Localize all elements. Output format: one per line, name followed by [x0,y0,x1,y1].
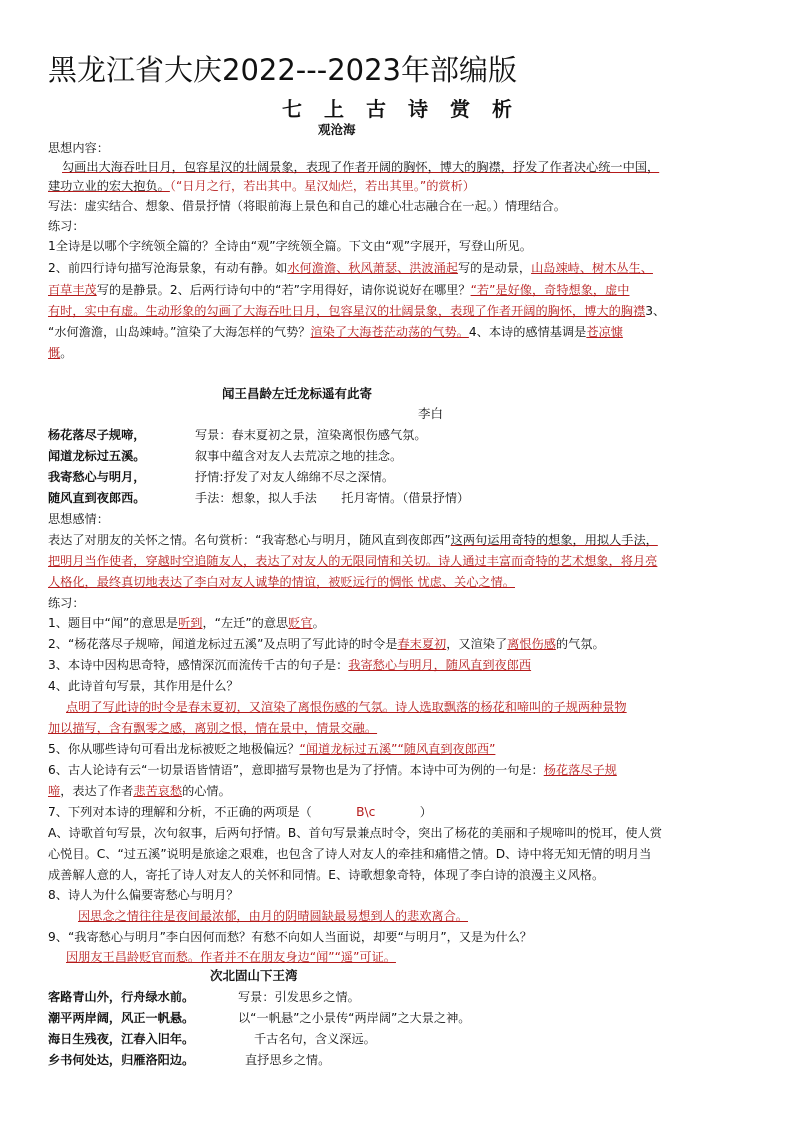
poem1-theme-line2 [48,176,760,196]
q2-l1a: 2、前四行诗句描写沧海景象，有动有静。如 [48,261,288,275]
p2q6b: 杨花落尽子规 [543,763,617,777]
q2-l3b: 3、 [645,304,666,318]
p2q4e: 加以描写，含有飘零之感，离别之恨，情在景中，情景交融。 [48,721,378,735]
poem2-practice-label: 练习： [48,596,85,610]
q3-l4c: 4、本诗的感情基调是 [468,325,587,339]
poem1-theme-text2a: 建功立业的宏大抱负。 [48,179,170,193]
poem3-note-4: 直抒思乡之情。 [245,1053,331,1067]
poem2-q1 [48,613,760,633]
theme-l2: 把明月当作使者，穿越时空追随友人，表达了对友人的无限同情和关切。诗人通过丰富而奇特的艺术想象，将月亮 [48,554,658,568]
theme-l1a: 表达了对朋友的关怀之情。名句赏析：“我寄愁心与明月，随风直到夜郎西” [48,533,451,547]
poem3-note-1: 写景：引发思乡之情。 [238,990,360,1004]
poem1-q2-line1 [48,258,760,278]
p2q6c: 啼 [48,784,61,798]
poem2-title: 闻王昌龄左迁龙标遥有此寄 [222,386,373,401]
p2q6d: ，表达了作者 [60,784,134,798]
q3-l5a: 慨 [48,346,61,360]
poem2-q4-answer-line2 [48,718,760,738]
q2-l3a: 有时，实中有虚。生动形象的勾画了大海吞吐日月，包容星汉的壮阔景象，表现了作者开阔的胸怀，博大的胸襟 [48,304,646,318]
sub-title: 七上古诗赏析 [282,97,534,121]
poem2-author: 李白 [418,406,444,421]
poem2-q7-options-3: 成善解人意的人，寄托了诗人对友人的关怀和同情。E、诗歌想象奇特，体现了李白诗的浪漫主义风格。 [48,868,605,882]
poem2-verse-1: 杨花落尽子规啼， [48,428,146,442]
p2q6e: 悲苦哀愁 [133,784,183,798]
poem2-q6-line2 [48,781,760,801]
p2q3b: 我寄愁心与明月，随风直到夜郎西 [348,658,532,672]
poem1-theme-label: 思想内容： [48,141,109,155]
poem2-q8: 8、诗人为什么偏要寄愁心与明月？ [48,888,239,902]
q2-l2a: 百草丰茂 [48,283,97,297]
p2q4c: ，又渲染了 [236,700,298,714]
p2q3a: 3、本诗中因构思奇特，感情深沉而流传千古的句子是： [48,658,349,672]
poem2-theme-line2 [48,551,760,571]
poem2-q9: 9、“我寄愁心与明月”李白因何而愁？有愁不向如人当面说，却要“与明月”，又是为什么？ [48,930,532,944]
q2-l2b: 写的是静景。2、后两行诗句中的“若”字用得好，请你说说好在哪里？ [96,283,471,297]
poem1-q2-line3 [48,301,760,321]
p2q1d: 贬官 [288,616,313,630]
poem2-q9-answer [66,947,778,967]
p2q5a: 5、你从哪些诗句可看出龙标被贬之地极偏远？ [48,742,300,756]
poem2-q2 [48,634,760,654]
p2q2b: 春末夏初 [397,637,447,651]
p2q6a: 6、古人论诗有云“一切景语皆情语”，意即描写景物也是为了抒情。本诗中可为例的一句是： [48,763,544,777]
p2q2c: ，又渲染了 [446,637,508,651]
p2q2d: 离恨伤感 [507,637,556,651]
p2q2e: 的气氛。 [555,637,605,651]
poem2-q7-options-2: 心悦目。C、“过五溪”说明是旅途之艰难，也包含了诗人对友人的牵挂和痛惜之情。D、诗中将无知无情的明月当 [48,847,652,861]
poem2-note-3: 抒情:抒发了对友人绵绵不尽之深情。 [195,470,395,484]
p2q6f: 的心情。 [182,784,231,798]
q2-l2c: “若”是好像，奇特想象，虚中 [470,283,630,297]
poem2-theme-label: 思想感情： [48,512,109,526]
p2q4d: 离恨伤感的气氛。诗人选取飘落的杨花和啼叫的子规两种景物 [297,700,627,714]
p2q1e: 。 [312,616,325,630]
poem1-q3-line4 [48,322,760,342]
q3-l5b: 。 [60,346,73,360]
poem3-verse-3: 海日生残夜，江春入旧年。 [48,1032,195,1046]
poem1-practice-label: 练习： [48,219,85,233]
poem2-q4: 4、此诗首句写景，其作用是什么？ [48,679,239,693]
poem1-q1: 1全诗是以哪个字统领全篇的？全诗由“观”字统领全篇。下文由“观”字展开，写登山所见。 [48,239,532,253]
poem3-note-2: 以“一帆悬”之小景传“两岸阔”之大景之神。 [238,1011,471,1025]
poem2-verse-2: 闻道龙标过五溪。 [48,449,146,463]
main-title: 黑龙江省大庆2022---2023年部编版 [48,53,517,87]
poem2-verse-4: 随风直到夜郎西。 [48,491,146,505]
poem2-q8-answer [78,906,790,926]
poem2-q7-options-1: A、诗歌首句写景，次句叙事，后两句抒情。B、首句写景兼点时令，突出了杨花的美丽和子规啼叫的悦耳，使人赏 [48,826,662,840]
q3-l4d: 苍凉慷 [586,325,623,339]
p2q8ans: 因思念之情往往是夜间最浓郁，由月的阴晴圆缺最易想到人的悲欢离合。 [78,909,468,923]
poem1-theme-text2b: （“日月之行，若出其中。星汉灿烂，若出其里。”的赏析） [169,179,475,193]
p2q7c: ） [419,805,432,819]
poem1-theme-text1: 勾画出大海吞吐日月，包容星汉的壮阔景象，表现了作者开阔的胸怀，博大的胸襟，抒发了作者决心统一中国， [62,160,660,174]
q2-l1d: 山岛竦峙、树木丛生、 [531,261,653,275]
p2q1a: 1、题目中“闻”的意思是 [48,616,179,630]
q3-l4a: “水何澹澹，山岛竦峙。”渲染了大海怎样的气势？ [48,325,311,339]
p2q7a: 7、下列对本诗的理解和分析，不正确的两项是（ [48,805,312,819]
poem2-theme-line3 [48,572,760,592]
p2q1c: ，“左迁”的意思 [202,616,289,630]
p2q1b: 听到 [178,616,203,630]
poem3-note-3: 千古名句，含义深远。 [254,1032,376,1046]
theme-l3: 人格化，最终真切地表达了李白对友人诚挚的情谊，被贬远行的惆怅 忧虑、关心之情。 [48,575,515,589]
poem1-q2-line2 [48,280,760,300]
poem3-verse-4: 乡书何处达，归雁洛阳边。 [48,1053,195,1067]
poem2-theme-line1 [48,530,760,550]
poem1-title: 观沧海 [318,122,356,137]
poem2-q5 [48,739,760,759]
poem2-q4-answer-line1 [66,697,778,717]
p2q4b: 春末夏初 [187,700,237,714]
poem2-note-1: 写景：春末夏初之景，渲染离恨伤感气氛。 [195,428,427,442]
q2-l1c: 写的是动景， [457,261,532,275]
poem3-verse-2: 潮平两岸阔，风正一帆悬。 [48,1011,195,1025]
theme-l1b: 这两句运用奇特的想象，用拟人手法， [450,533,658,547]
poem2-q6-line1 [48,760,760,780]
poem1-method: 写法：虚实结合、想象、借景抒情（将眼前海上景色和自己的雄心壮志融合在一起。）情理结合。 [48,199,566,213]
q2-l1b: 水何澹澹、秋风萧瑟、洪波涌起 [287,261,458,275]
poem3-title: 次北固山下王湾 [210,968,298,983]
poem2-q7 [48,802,760,822]
p2q4a: 点明了写此诗的时令是 [66,700,188,714]
poem3-verse-1: 客路青山外，行舟绿水前。 [48,990,195,1004]
poem2-note-4: 手法：想象，拟人手法 托月寄情。（借景抒情） [195,491,470,505]
poem1-q3-line5 [48,343,760,363]
poem2-verse-3: 我寄愁心与明月， [48,470,146,484]
p2q5b: “闻道龙标过五溪”“随风直到夜郎西” [299,742,496,756]
poem1-theme-line1 [62,157,774,177]
poem2-note-2: 叙事中蕴含对友人去荒凉之地的挂念。 [195,449,403,463]
p2q7b: B\c [356,805,376,819]
p2q2a: 2、“杨花落尽子规啼，闻道龙标过五溪”及点明了写此诗的时令是 [48,637,398,651]
p2q9ans: 因朋友王昌龄贬官而愁。作者并不在朋友身边“闻”“遥”可证。 [66,950,396,964]
poem2-q3 [48,655,760,675]
q3-l4b: 渲染了大海苍茫动荡的气势。 [310,325,469,339]
